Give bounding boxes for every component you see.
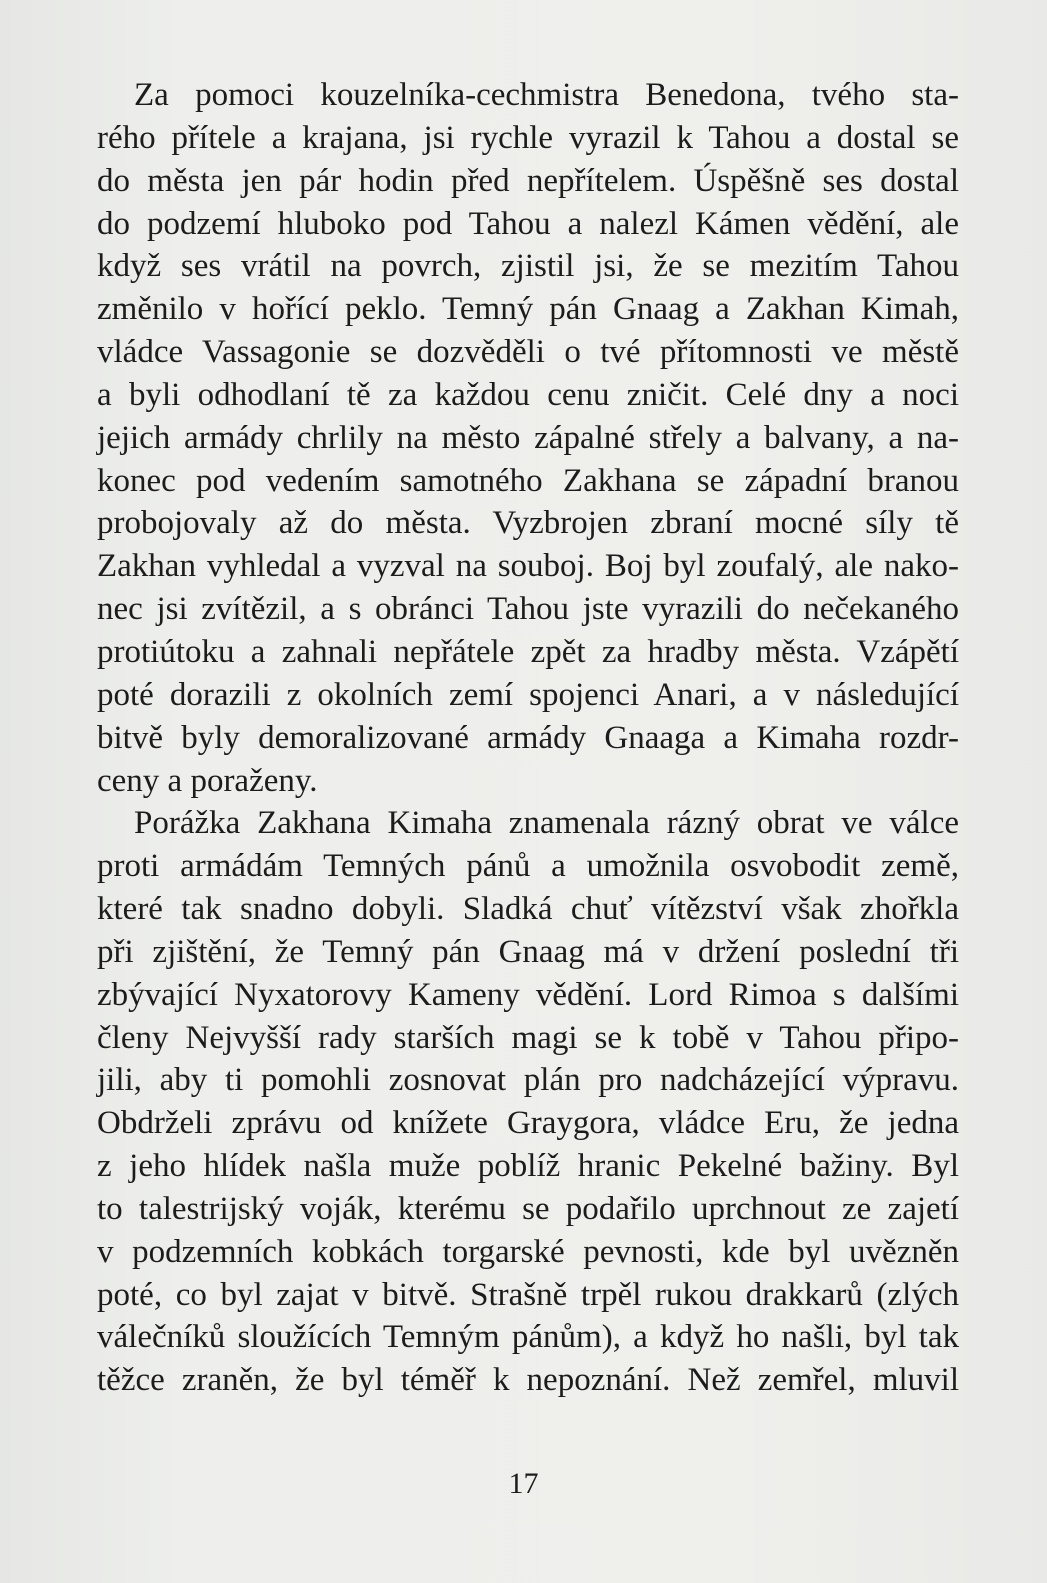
text-line: když ses vrátil na povrch, zjistil jsi, že se mezitím Tahou bbox=[97, 248, 959, 285]
text-line: poté, co byl zajat v bitvě. Strašně trpěl rukou drakkarů (zlých bbox=[97, 1276, 959, 1313]
text-line: těžce zraněn, že byl téměř k nepoznání. Než zemřel, mluvil bbox=[97, 1362, 959, 1399]
text-line: do města jen pár hodin před nepřítelem. Úspěšně ses dostal bbox=[97, 162, 959, 199]
text-line: jejich armády chrlily na město zápalné střely a balvany, a na- bbox=[97, 419, 959, 456]
text-line: a byli odhodlaní tě za každou cenu zničit. Celé dny a noci bbox=[97, 376, 959, 413]
text-line: vládce Vassagonie se dozvěděli o tvé přítomnosti ve městě bbox=[97, 334, 959, 371]
text-line: změnilo v hořící peklo. Temný pán Gnaag a Zakhan Kimah, bbox=[97, 291, 959, 328]
text-line: které tak snadno dobyli. Sladká chuť vítězství však zhořkla bbox=[97, 891, 959, 928]
text-line: bitvě byly demoralizované armády Gnaaga a Kimaha rozdr- bbox=[97, 719, 959, 756]
text-line: rého přítele a krajana, jsi rychle vyrazil k Tahou a dostal se bbox=[97, 119, 959, 156]
text-line: Za pomoci kouzelníka-cechmistra Benedona, tvého sta- bbox=[134, 77, 959, 113]
text-line: protiútoku a zahnali nepřátele zpět za hradby města. Vzápětí bbox=[97, 633, 959, 670]
text-line: ceny a poraženy. bbox=[97, 762, 318, 799]
text-line: zbývající Nyxatorovy Kameny vědění. Lord Rimoa s dalšími bbox=[97, 976, 959, 1013]
text-line: Zakhan vyhledal a vyzval na souboj. Boj byl zoufalý, ale nako- bbox=[97, 548, 959, 585]
text-line: v podzemních kobkách torgarské pevnosti, kde byl uvězněn bbox=[97, 1233, 959, 1270]
text-line: to talestrijský voják, kterému se podařilo uprchnout ze zajetí bbox=[97, 1190, 959, 1227]
page-number: 17 bbox=[508, 1467, 539, 1500]
text-line: Porážka Zakhana Kimaha znamenala rázný obrat ve válce bbox=[134, 805, 959, 842]
paragraph-1 bbox=[97, 74, 959, 802]
text-line: poté dorazili z okolních zemí spojenci Anari, a v následující bbox=[97, 676, 959, 713]
paragraph-2 bbox=[97, 802, 959, 1402]
text-line: proti armádám Temných pánů a umožnila osvobodit země, bbox=[97, 848, 959, 885]
text-line: probojovaly až do města. Vyzbrojen zbraní mocné síly tě bbox=[97, 505, 959, 542]
text-line: do podzemí hluboko pod Tahou a nalezl Kámen vědění, ale bbox=[97, 205, 959, 242]
text-line: při zjištění, že Temný pán Gnaag má v držení poslední tři bbox=[97, 933, 959, 970]
text-line: z jeho hlídek našla muže poblíž hranic Pekelné bažiny. Byl bbox=[97, 1148, 959, 1185]
text-line: Obdrželi zprávu od knížete Graygora, vládce Eru, že jedna bbox=[97, 1105, 959, 1142]
text-line: jili, aby ti pomohli zosnovat plán pro nadcházející výpravu. bbox=[97, 1062, 959, 1099]
text-line: nec jsi zvítězil, a s obránci Tahou jste vyrazili do nečekaného bbox=[97, 591, 959, 628]
body-text bbox=[97, 74, 959, 1402]
text-line: konec pod vedením samotného Zakhana se západní branou bbox=[97, 462, 959, 499]
text-line: členy Nejvyšší rady starších magi se k tobě v Tahou připo- bbox=[97, 1019, 959, 1056]
text-line: válečníků sloužících Temným pánům), a když ho našli, byl tak bbox=[97, 1319, 959, 1356]
